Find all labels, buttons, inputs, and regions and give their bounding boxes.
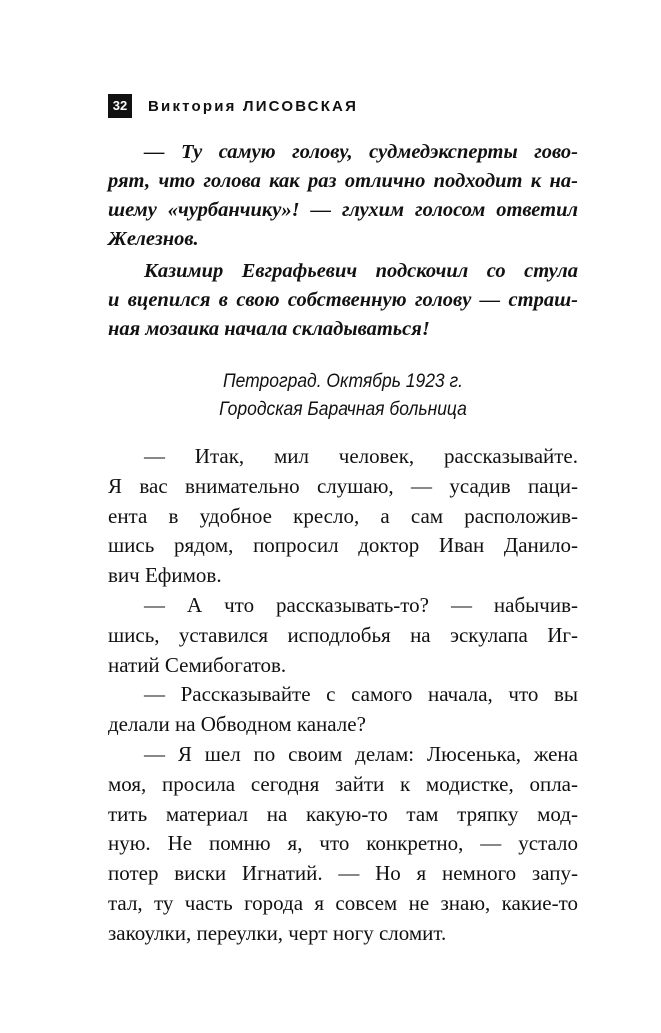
section-heading-place-date: Петроград. Октябрь 1923 г. xyxy=(222,371,464,392)
text-line: шись, уставился исподлобья на эскулапа Иг- xyxy=(108,622,578,647)
text-line: шись рядом, попросил доктор Иван Данило- xyxy=(108,533,578,558)
text-line: моя, просила сегодня зайти к модистке, опла- xyxy=(108,771,578,796)
page-header xyxy=(108,94,358,118)
text-line: — Итак, мил человек, рассказывайте. xyxy=(144,444,578,468)
text-line: и вцепился в свою собственную голову — страш- xyxy=(108,289,578,311)
text-line: — А что рассказывать-то? — набычив- xyxy=(144,592,578,617)
text-line: делали на Обводном канале? xyxy=(108,712,366,737)
text-line: Железнов. xyxy=(108,228,199,250)
text-line: ента в удобное кресло, а сам расположив- xyxy=(108,503,578,528)
text-line: — Ту самую голову, судмедэксперты гово- xyxy=(144,141,578,163)
running-head-author: Виктория ЛИСОВСКАЯ xyxy=(148,97,359,115)
body-paragraph xyxy=(108,591,578,680)
body-paragraph xyxy=(108,680,578,740)
text-line: потер виски Игнатий. — Но я немного запу- xyxy=(108,861,578,886)
text-line: ную. Не помню я, что конкретно, — устало xyxy=(108,831,578,856)
italic-paragraph xyxy=(108,138,578,254)
text-line: закоулки, переулки, черт ногу сломит. xyxy=(108,920,447,945)
text-line: тал, ту часть города я совсем не знаю, какие-то xyxy=(108,890,578,915)
text-line: Казимир Евграфьевич подскочил со стула xyxy=(144,260,578,282)
body-text-block xyxy=(108,442,578,949)
text-line: — Я шел по своим делам: Люсенька, жена xyxy=(144,741,578,766)
text-line: шему «чурбанчику»! — глухим голосом ответил xyxy=(108,199,578,221)
text-line: тить материал на какую-то там тряпку мод- xyxy=(108,801,578,826)
text-line: натий Семибогатов. xyxy=(108,652,287,677)
text-line: вич Ефимов. xyxy=(108,563,222,588)
text-line: Я вас внимательно слушаю, — усадив паци- xyxy=(108,473,578,498)
body-paragraph xyxy=(108,442,578,591)
text-line: — Рассказывайте с самого начала, что вы xyxy=(144,682,578,707)
section-heading xyxy=(127,368,559,424)
page-number: 32 xyxy=(108,94,132,118)
body-paragraph xyxy=(108,740,578,949)
italic-paragraph xyxy=(108,257,578,344)
italic-text-block xyxy=(108,138,578,344)
text-line: рят, что голова как раз отлично подходит к на- xyxy=(108,170,578,192)
text-line: ная мозаика начала складываться! xyxy=(108,318,430,340)
section-heading-location: Городская Барачная больница xyxy=(219,399,467,420)
